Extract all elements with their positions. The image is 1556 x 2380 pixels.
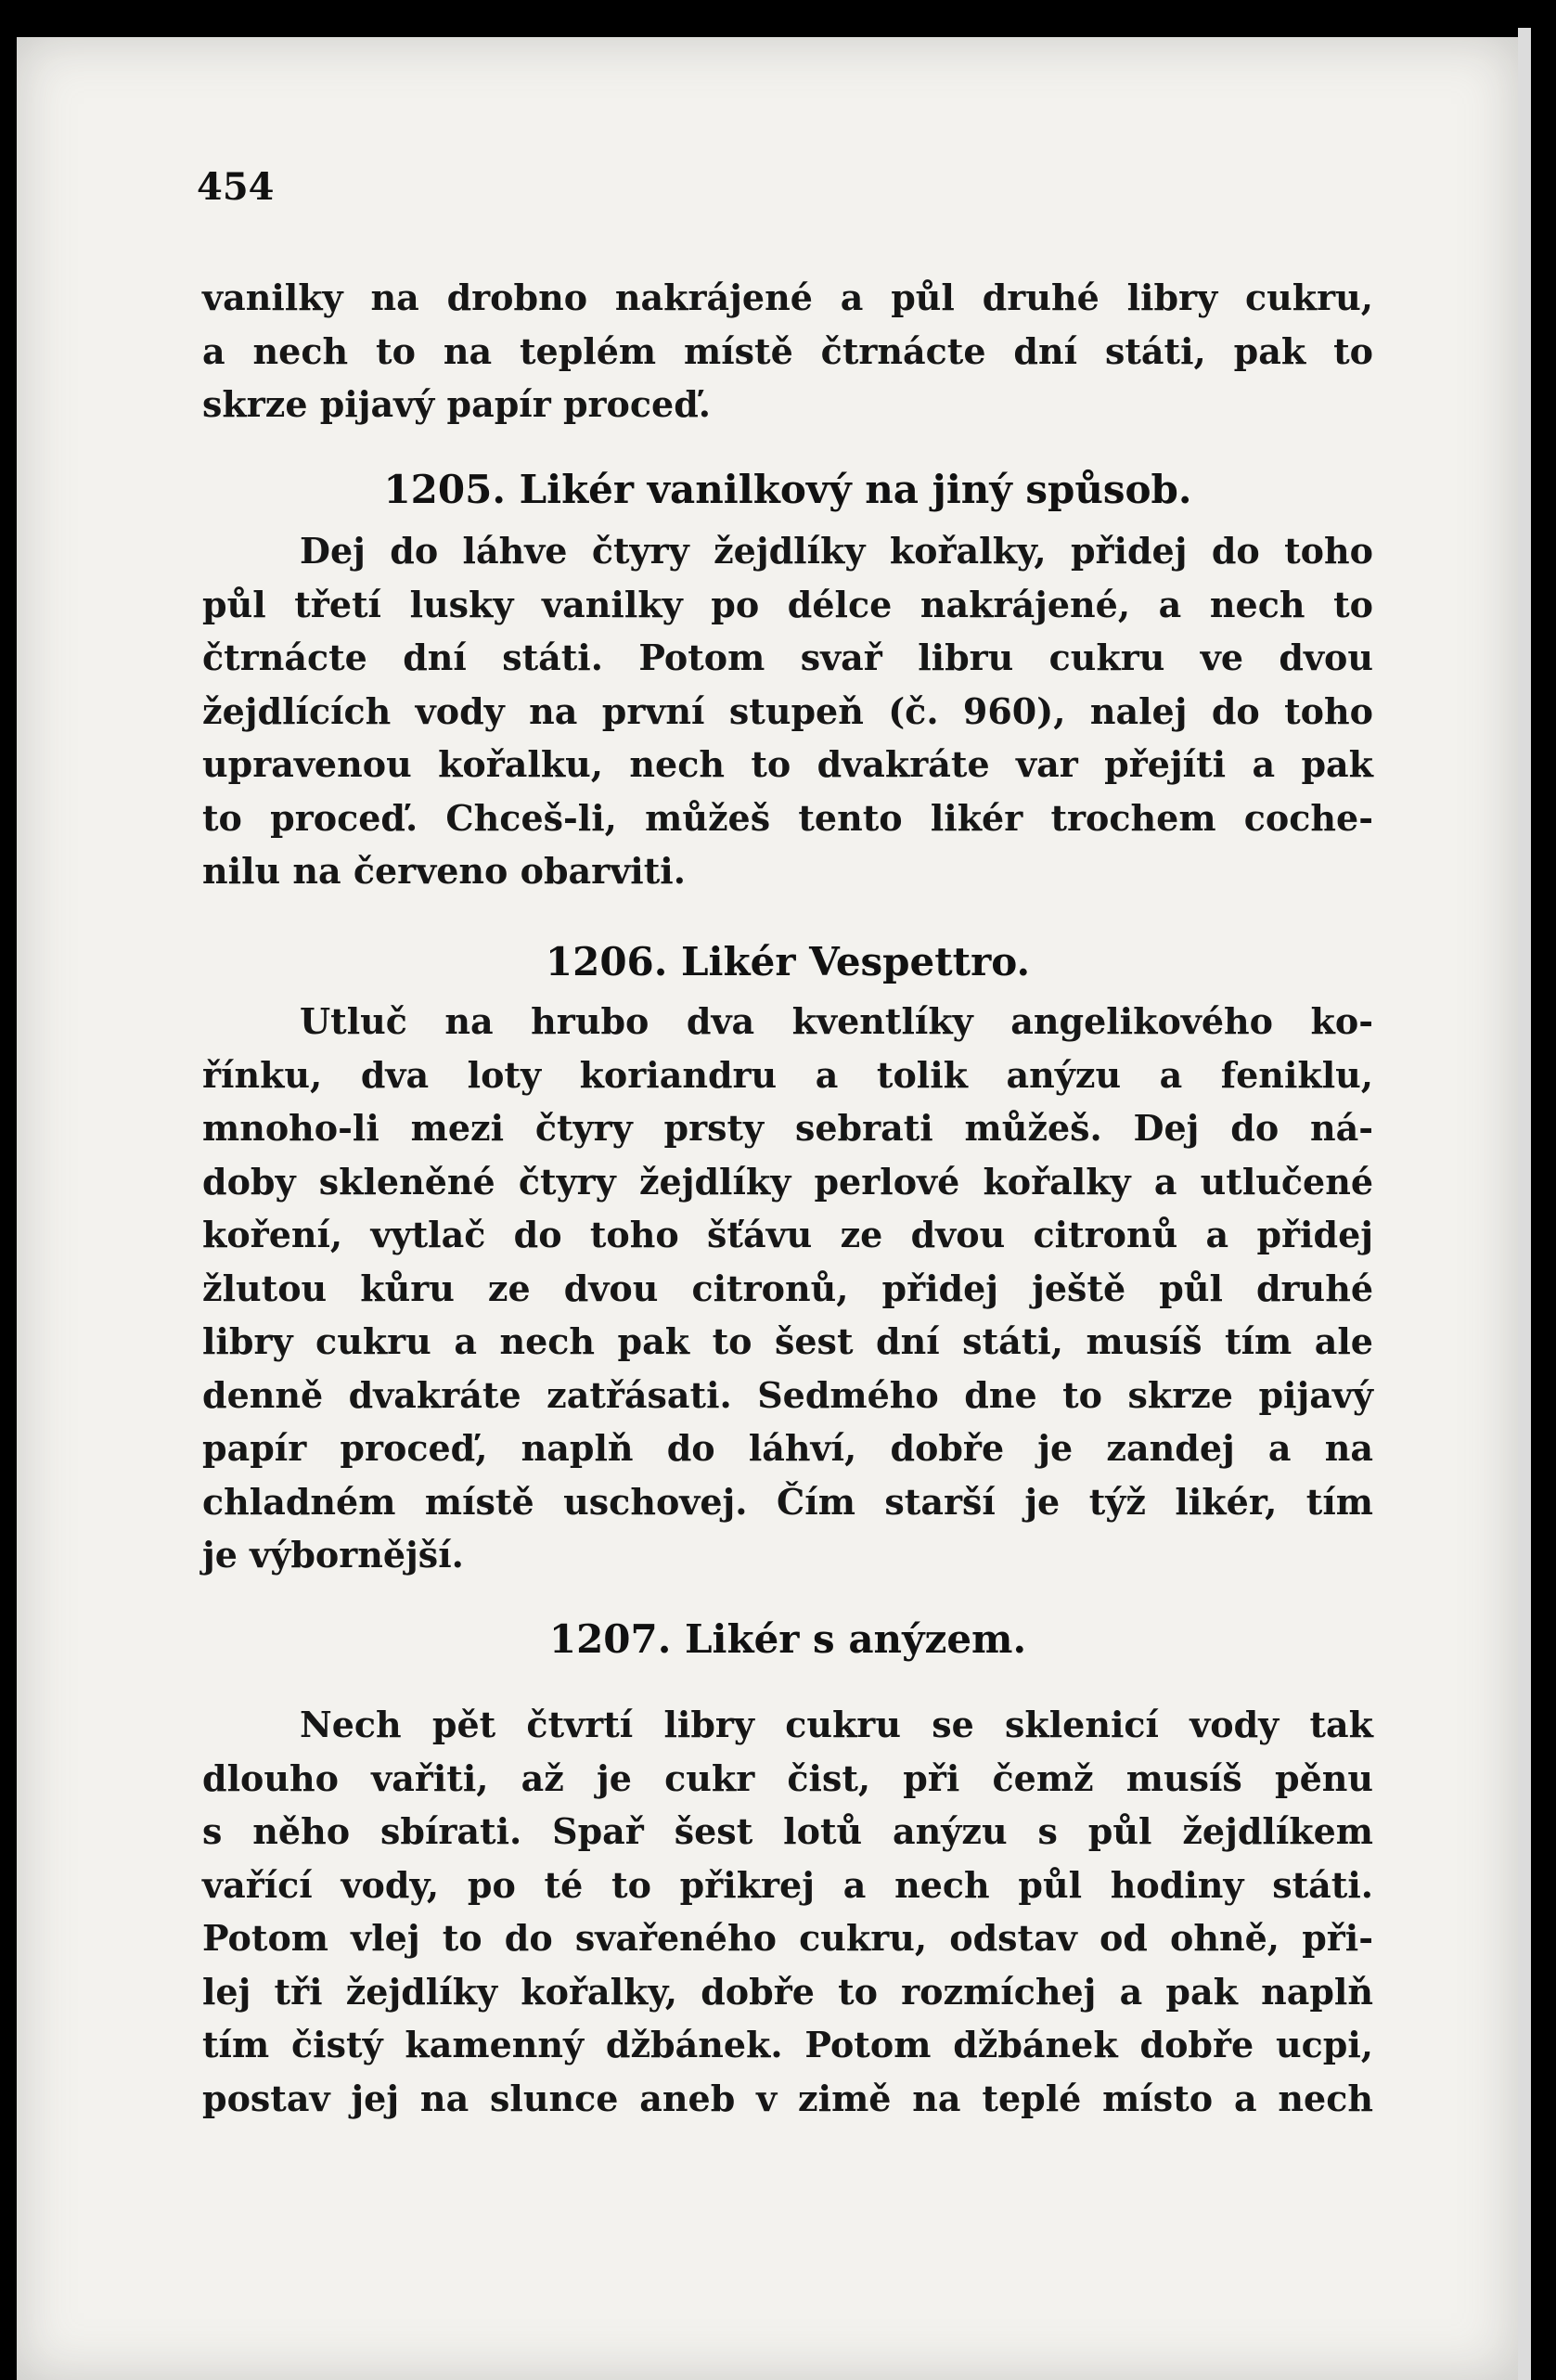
text-line: doby skleněné čtyry žejdlíky perlové kořalky a utlučené bbox=[202, 1160, 1373, 1203]
text-line: nilu na červeno obarviti. bbox=[202, 850, 686, 892]
recipe-heading-1207: 1207. Likér s anýzem. bbox=[548, 1616, 1027, 1662]
text-line: půl třetí lusky vanilky po délce nakrájené, a nech to bbox=[202, 583, 1373, 625]
text-line: Utluč na hrubo dva kventlíky angelikového ko- bbox=[300, 1000, 1373, 1042]
text-line: lej tři žejdlíky kořalky, dobře to rozmíchej a pak naplň bbox=[202, 1970, 1373, 2013]
text-line: a nech to na teplém místě čtrnácte dní státi, pak to bbox=[202, 329, 1373, 372]
text-line: je výbornější. bbox=[202, 1534, 464, 1576]
text-line: upravenou kořalku, nech to dvakráte var přejíti a pak bbox=[202, 743, 1373, 785]
text-line: vanilky na drobno nakrájené a půl druhé libry cukru, bbox=[202, 277, 1373, 318]
paragraph-1207 bbox=[202, 1698, 1373, 2125]
paragraph-continuation bbox=[202, 271, 1373, 431]
recipe-heading-1206: 1206. Likér Vespettro. bbox=[545, 939, 1031, 984]
text-line: s něho sbírati. Spař šest lotů anýzu s půl žejdlíkem bbox=[202, 1810, 1373, 1852]
recipe-heading-1205: 1205. Likér vanilkový na jiný spůsob. bbox=[383, 467, 1192, 512]
text-line: Nech pět čtvrtí libry cukru se sklenicí vody tak bbox=[300, 1704, 1373, 1745]
text-line: to proceď. Chceš-li, můžeš tento likér trochem coche- bbox=[202, 796, 1373, 839]
text-line: čtrnácte dní státi. Potom svař libru cukru ve dvou bbox=[202, 637, 1373, 678]
text-line: postav jej na slunce aneb v zimě na teplé místo a nech bbox=[202, 2077, 1373, 2119]
text-line: mnoho-li mezi čtyry prsty sebrati můžeš. Dej do ná- bbox=[202, 1107, 1373, 1149]
text-line: řínku, dva loty koriandru a tolik anýzu a feniklu, bbox=[202, 1053, 1373, 1096]
text-line: libry cukru a nech pak to šest dní státi, musíš tím ale bbox=[202, 1320, 1373, 1362]
text-line: papír proceď, naplň do láhví, dobře je zandej a na bbox=[202, 1427, 1373, 1469]
text-line: vařící vody, po té to přikrej a nech půl hodiny státi. bbox=[202, 1863, 1373, 1906]
text-line: skrze pijavý papír proceď. bbox=[202, 383, 711, 425]
paragraph-1205 bbox=[202, 524, 1373, 898]
text-line: Potom vlej to do svařeného cukru, odstav od ohně, při- bbox=[202, 1917, 1373, 1959]
text-line: koření, vytlač do toho šťávu ze dvou citronů a přidej bbox=[202, 1214, 1373, 1255]
text-line: chladném místě uschovej. Čím starší je týž likér, tím bbox=[202, 1480, 1373, 1523]
page-number: 454 bbox=[197, 165, 275, 209]
text-line: dlouho vařiti, až je cukr čist, při čemž musíš pěnu bbox=[202, 1756, 1373, 1799]
text-line: tím čistý kamenný džbánek. Potom džbánek dobře ucpi, bbox=[202, 2024, 1373, 2065]
paragraph-1206 bbox=[202, 995, 1373, 1582]
page-edge bbox=[1518, 28, 1531, 2380]
text-line: žejdlících vody na první stupeň (č. 960), nalej do toho bbox=[202, 689, 1373, 732]
text-line: Dej do láhve čtyry žejdlíky kořalky, přidej do toho bbox=[300, 530, 1373, 572]
text-line: žlutou kůru ze dvou citronů, přidej ještě půl druhé bbox=[202, 1267, 1373, 1309]
text-line: denně dvakráte zatřásati. Sedmého dne to skrze pijavý bbox=[202, 1373, 1373, 1416]
